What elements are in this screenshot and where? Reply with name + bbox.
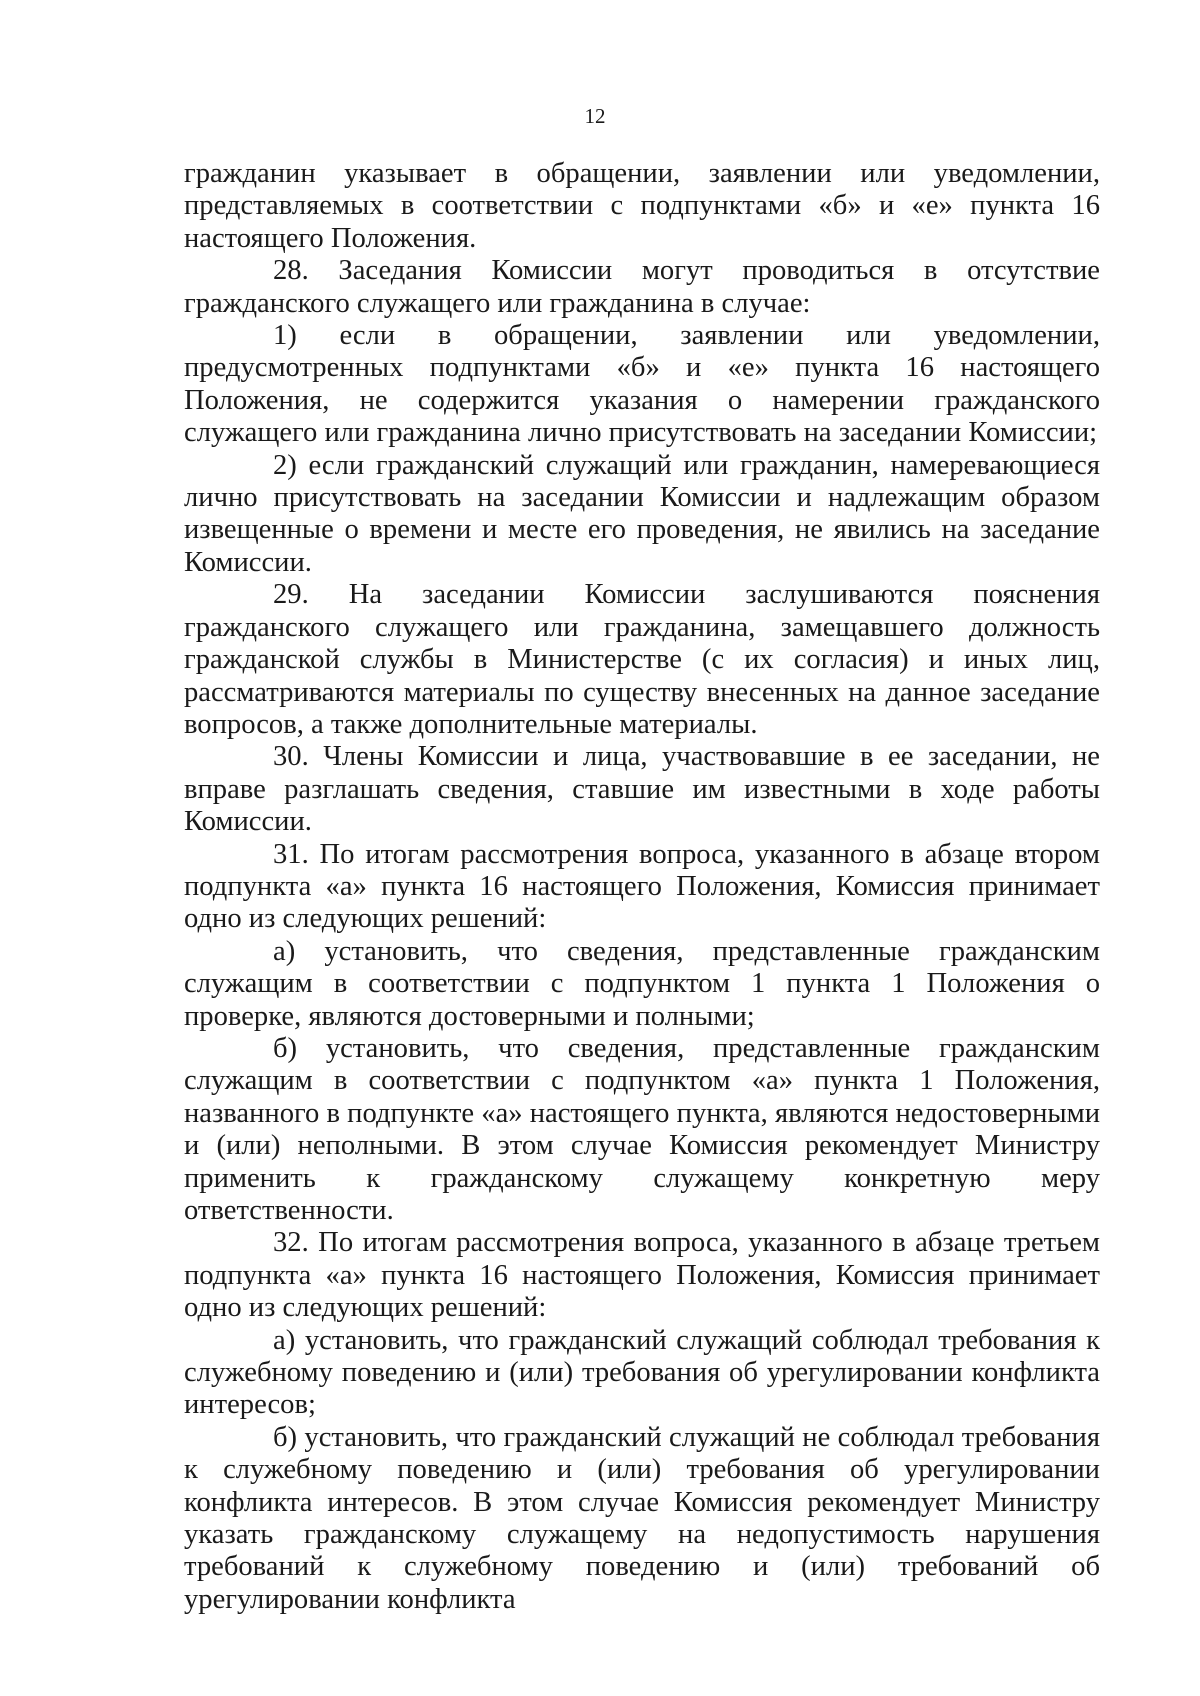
paragraph-30: 30. Члены Комиссии и лица, участвовавшие в ее заседании, не вправе разглашать сведения, ставшие им известными в ходе работы Комиссии. (184, 741, 1100, 838)
paragraph-31-item-a: а) установить, что сведения, представленные гражданским служащим в соответствии с подпунктом 1 пункта 1 Положения о проверке, являются достоверными и полными; (184, 935, 1100, 1032)
paragraph-29: 29. На заседании Комиссии заслушиваются пояснения гражданского служащего или гражданина, замещавшего должность гражданской службы в Министерстве (с их согласия) и иных лиц, рассматриваются материалы по существу внесенных на данное заседание вопросов, а также дополнительные материалы. (184, 579, 1100, 740)
paragraph-32-item-a: а) установить, что гражданский служащий соблюдал требования к служебному поведению и (или) требования об урегулировании конфликта интересов; (184, 1324, 1100, 1421)
paragraph-continuation: гражданин указывает в обращении, заявлении или уведомлении, представляемых в соответствии с подпунктами «б» и «е» пункта 16 настоящего Положения. (184, 158, 1100, 254)
paragraph-31: 31. По итогам рассмотрения вопроса, указанного в абзаце втором подпункта «а» пункта 16 настоящего Положения, Комиссия принимает одно из следующих решений: (184, 838, 1100, 935)
paragraph-28: 28. Заседания Комиссии могут проводиться в отсутствие гражданского служащего или гражданина в случае: (184, 255, 1100, 319)
document-body (184, 158, 1100, 1616)
paragraph-28-item-1: 1) если в обращении, заявлении или уведомлении, предусмотренных подпунктами «б» и «е» пункта 16 настоящего Положения, не содержится указания о намерении гражданского служащего или гражданина лично присутствовать на заседании Комиссии; (184, 320, 1100, 449)
paragraph-28-item-2: 2) если гражданский служащий или гражданин, намеревающиеся лично присутствовать на заседании Комиссии и надлежащим образом извещенные о времени и месте его проведения, не явились на заседание Комиссии. (184, 449, 1100, 578)
paragraph-32: 32. По итогам рассмотрения вопроса, указанного в абзаце третьем подпункта «а» пункта 16 настоящего Положения, Комиссия принимает одно из следующих решений: (184, 1227, 1100, 1324)
paragraph-31-item-b: б) установить, что сведения, представленные гражданским служащим в соответствии с подпунктом «а» пункта 1 Положения, названного в подпункте «а» настоящего пункта, являются недостоверными и (или) неполными. В этом случае Комиссия рекомендует Министру применить к гражданскому служащему конкретную меру ответственности. (184, 1032, 1100, 1226)
page-number: 12 (584, 104, 606, 128)
paragraph-32-item-b: б) установить, что гражданский служащий не соблюдал требования к служебному поведению и (или) требования об урегулировании конфликта интересов. В этом случае Комиссия рекомендует Министру указать гражданскому служащему на недопустимость нарушения требований к служебному поведению и (или) требований об урегулировании конфликта (184, 1421, 1100, 1615)
